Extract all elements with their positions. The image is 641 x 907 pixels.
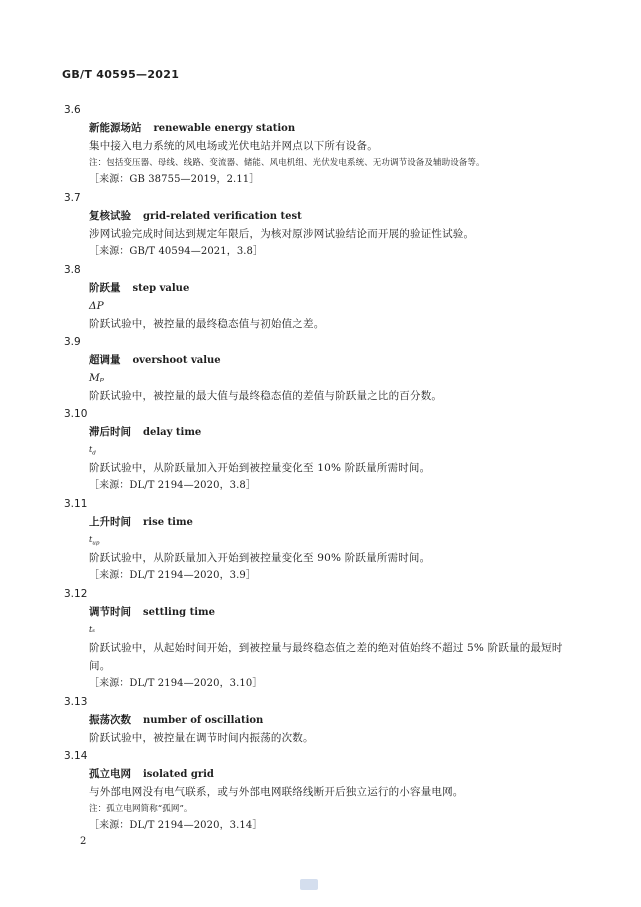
term-entry xyxy=(62,101,582,189)
term-definition: 阶跃试验中，从阶跃量加入开始到被控量变化至 10% 阶跃量所需时间。 xyxy=(89,462,431,474)
standard-number: GB/T 40595—2021 xyxy=(62,68,180,81)
entry-number: 3.12 xyxy=(64,588,88,600)
term-cn: 上升时间 xyxy=(89,516,131,528)
term-entry xyxy=(62,585,582,693)
footer-logo-icon xyxy=(300,879,318,890)
term-cn: 新能源场站 xyxy=(89,122,142,134)
entry-number: 3.14 xyxy=(64,750,88,762)
term-source: ［来源：DL/T 2194—2020，3.14］ xyxy=(89,820,263,831)
entry-number: 3.13 xyxy=(64,696,88,708)
terms-content xyxy=(62,101,582,835)
term-definition: 集中接入电力系统的风电场或光伏电站并网点以下所有设备。 xyxy=(89,140,378,152)
term-entry xyxy=(62,693,582,747)
term-symbol: $t_d$ xyxy=(89,445,96,457)
entry-number: 3.11 xyxy=(64,498,88,510)
term-source: ［来源：DL/T 2194—2020，3.9］ xyxy=(89,570,256,581)
entry-number: 3.8 xyxy=(64,264,81,276)
term-title xyxy=(89,279,582,297)
term-symbol: ΔP xyxy=(89,300,104,312)
term-entry xyxy=(62,261,582,333)
term-entry xyxy=(62,495,582,585)
term-cn: 复核试验 xyxy=(89,210,131,222)
term-source: ［来源：DL/T 2194—2020，3.8］ xyxy=(89,480,256,491)
term-cn: 调节时间 xyxy=(89,606,131,618)
term-en: isolated grid xyxy=(143,769,214,780)
page-header xyxy=(62,68,179,81)
term-cn: 滞后时间 xyxy=(89,426,131,438)
term-definition: 阶跃试验中，被控量的最大值与最终稳态值的差值与阶跃量之比的百分数。 xyxy=(89,390,443,402)
term-title xyxy=(89,711,582,729)
term-title xyxy=(89,207,582,225)
term-definition: 阶跃试验中，被控量在调节时间内振荡的次数。 xyxy=(89,732,314,744)
term-entry xyxy=(62,747,582,835)
term-definition: 与外部电网没有电气联系，或与外部电网联络线断开后独立运行的小容量电网。 xyxy=(89,786,464,798)
term-cn: 振荡次数 xyxy=(89,714,131,726)
term-definition: 涉网试验完成时间达到规定年限后，为核对原涉网试验结论而开展的验证性试验。 xyxy=(89,228,475,240)
term-source: ［来源：GB/T 40594—2021，3.8］ xyxy=(89,246,264,257)
term-note: 注：孤立电网简称“孤网”。 xyxy=(89,804,193,814)
term-symbol: tₛ xyxy=(89,625,95,634)
term-symbol: Mₚ xyxy=(89,372,104,384)
term-source: ［来源：GB 38755—2019，2.11］ xyxy=(89,174,260,185)
term-en: number of oscillation xyxy=(143,715,264,726)
term-entry xyxy=(62,333,582,405)
term-definition: 阶跃试验中，从起始时间开始，到被控量与最终稳态值之差的绝对值始终不超过 5% 阶跃量的最短时间。 xyxy=(89,642,563,672)
term-en: grid-related verification test xyxy=(143,211,302,222)
entry-number: 3.10 xyxy=(64,408,88,420)
entry-number: 3.7 xyxy=(64,192,81,204)
term-entry xyxy=(62,405,582,495)
term-en: rise time xyxy=(143,517,193,528)
term-title xyxy=(89,351,582,369)
term-entry xyxy=(62,189,582,261)
term-note: 注：包括变压器、母线、线路、变流器、储能、风电机组、光伏发电系统、无功调节设备及辅助设备等。 xyxy=(89,158,485,168)
term-definition: 阶跃试验中，从阶跃量加入开始到被控量变化至 90% 阶跃量所需时间。 xyxy=(89,552,431,564)
term-title xyxy=(89,423,582,441)
page-number: 2 xyxy=(80,836,87,847)
entry-number: 3.9 xyxy=(64,336,81,348)
term-en: settling time xyxy=(143,607,215,618)
term-title xyxy=(89,119,582,137)
term-en: delay time xyxy=(143,427,202,438)
term-title xyxy=(89,603,582,621)
term-title xyxy=(89,513,582,531)
term-cn: 孤立电网 xyxy=(89,768,131,780)
entry-number: 3.6 xyxy=(64,104,81,116)
term-en: overshoot value xyxy=(132,355,221,366)
term-en: renewable energy station xyxy=(153,123,296,134)
term-cn: 超调量 xyxy=(89,354,121,366)
term-title xyxy=(89,765,582,783)
term-source: ［来源：DL/T 2194—2020，3.10］ xyxy=(89,678,263,689)
term-definition: 阶跃试验中，被控量的最终稳态值与初始值之差。 xyxy=(89,318,325,330)
term-cn: 阶跃量 xyxy=(89,282,121,294)
term-en: step value xyxy=(132,283,190,294)
term-symbol: $t_{up}$ xyxy=(89,535,100,547)
